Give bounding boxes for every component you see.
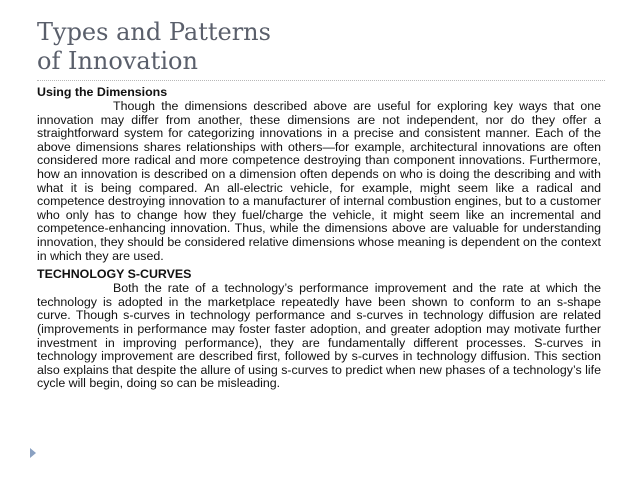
slide-title bbox=[37, 18, 597, 76]
slide-title-line-2: of Innovation bbox=[37, 47, 198, 75]
section-technology-s-curves bbox=[37, 266, 601, 391]
section-heading: Using the Dimensions bbox=[37, 85, 168, 99]
title-divider bbox=[37, 80, 605, 81]
section-paragraph: Though the dimensions described above are useful for exploring key ways that one innovation may differ from another, these dimensions are not independent, nor do they offer a straightforward system for categorizing innovations in a precise and consistent manner. Each of the above dimensions shares relationships with others—for example, architectural innovations are often considered more radical and more competence destroying than component innovations. Furthermore, how an innovation is described on a dimension often depends on who is doing the describing and with what it is being compared. An all-electric vehicle, for example, might seem like a radical and competence destroying innovation to a manufacturer of internal combustion engines, but to a customer who only has to change how they fuel/charge the vehicle, it might seem like an incremental and competence-enhancing innovation. Thus, while the dimensions above are valuable for understanding innovation, they should be considered relative dimensions whose meaning is dependent on the context in which they are used. bbox=[37, 99, 601, 263]
section-paragraph: Both the rate of a technology’s performance improvement and the rate at which the technology is adopted in the marketplace repeatedly have been shown to conform to an s-shape curve. Though s-curves in technology performance and s-curves in technology diffusion are related (improvements in performance may foster faster adoption, and greater adoption may motivate further investment in improving performance), they are fundamentally different processes. S-curves in technology improvement are described first, followed by s-curves in technology diffusion. This section also explains that despite the allure of using s-curves to predict when new phases of a technology’s life cycle will begin, doing so can be misleading. bbox=[37, 281, 601, 391]
section-heading: TECHNOLOGY S-CURVES bbox=[37, 267, 192, 282]
triangle-right-icon bbox=[30, 448, 36, 458]
slide-title-line-1: Types and Patterns bbox=[37, 18, 271, 46]
slide-content bbox=[37, 84, 601, 391]
section-using-dimensions bbox=[37, 84, 601, 263]
